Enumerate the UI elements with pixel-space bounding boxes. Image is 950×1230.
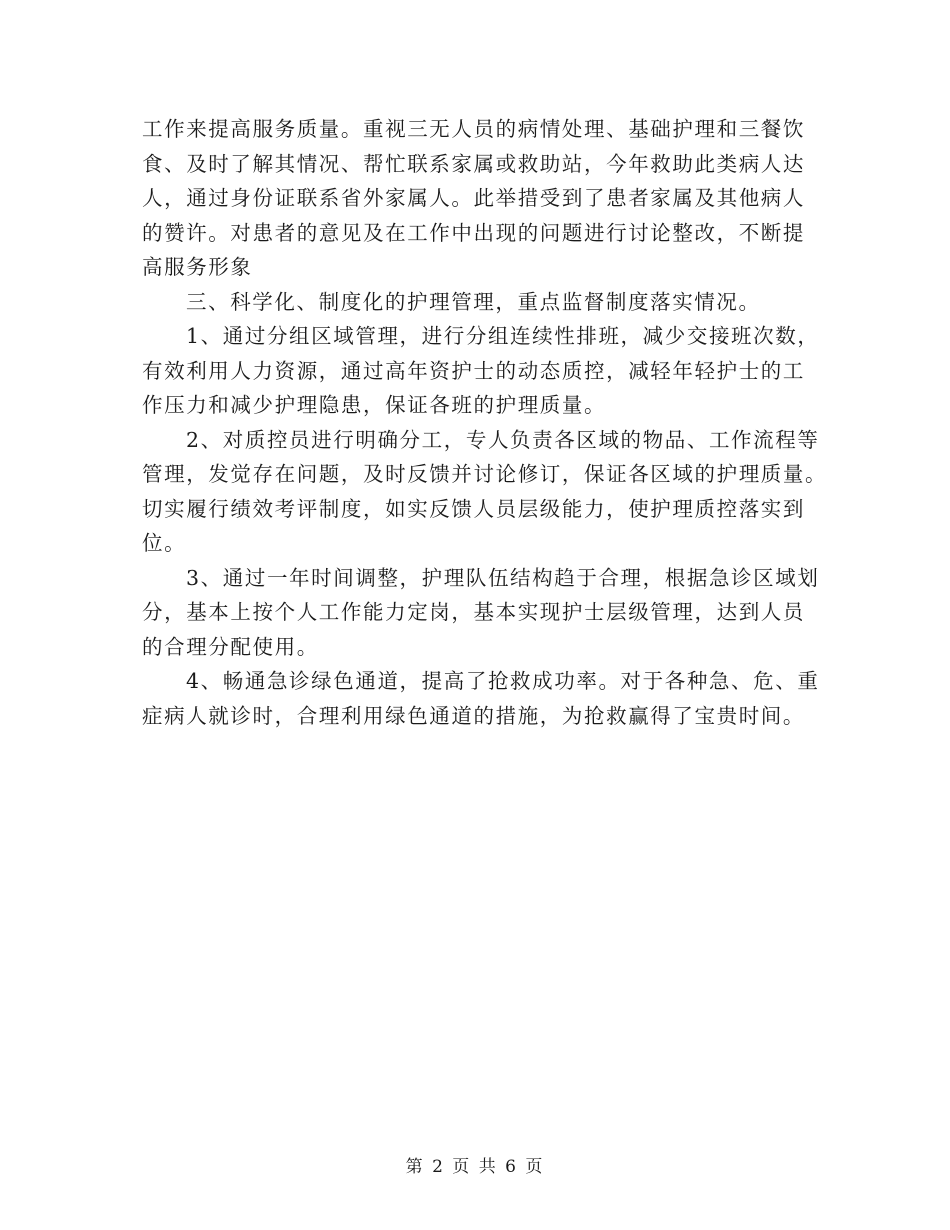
page-number-footer: 第 2 页 共 6 页 xyxy=(405,1157,545,1177)
body-line: 高服务形象 xyxy=(142,255,253,279)
body-line: 2、对质控员进行明确分工，专人负责各区域的物品、工作流程等 xyxy=(186,427,820,452)
body-line: 3、通过一年时间调整，护理队伍结构趋于合理，根据急诊区域划 xyxy=(186,565,820,590)
body-line: 症病人就诊时，合理利用绿色通道的措施，为抢救赢得了宝贵时间。 xyxy=(142,703,805,728)
body-line: 人，通过身份证联系省外家属人。此举措受到了患者家属及其他病人 xyxy=(142,186,805,210)
body-line: 1、通过分组区域管理，进行分组连续性排班，减少交接班次数， xyxy=(186,324,820,348)
body-line: 作压力和减少护理隐患，保证各班的护理质量。 xyxy=(142,393,607,417)
document-body xyxy=(142,112,828,733)
body-line: 的赞许。对患者的意见及在工作中出现的问题进行讨论整改，不断提 xyxy=(142,220,805,245)
body-line: 切实履行绩效考评制度，如实反馈人员层级能力，使护理质控落实到 xyxy=(142,496,805,521)
section-heading: 三、科学化、制度化的护理管理，重点监督制度落实情况。 xyxy=(186,289,761,314)
body-line: 位。 xyxy=(142,531,187,555)
body-line: 的合理分配使用。 xyxy=(142,634,319,659)
body-line: 有效利用人力资源，通过高年资护士的动态质控，减轻年轻护士的工 xyxy=(142,358,805,383)
body-line: 4、畅通急诊绿色通道，提高了抢救成功率。对于各种急、危、重 xyxy=(186,669,820,693)
body-line: 管理，发觉存在问题，及时反馈并讨论修订，保证各区域的护理质量。 xyxy=(142,462,828,486)
body-line: 分，基本上按个人工作能力定岗，基本实现护士层级管理，达到人员 xyxy=(142,600,805,624)
body-line: 工作来提高服务质量。重视三无人员的病情处理、基础护理和三餐饮 xyxy=(142,117,805,141)
body-line: 食、及时了解其情况、帮忙联系家属或救助站，今年救助此类病人达 xyxy=(142,151,805,176)
